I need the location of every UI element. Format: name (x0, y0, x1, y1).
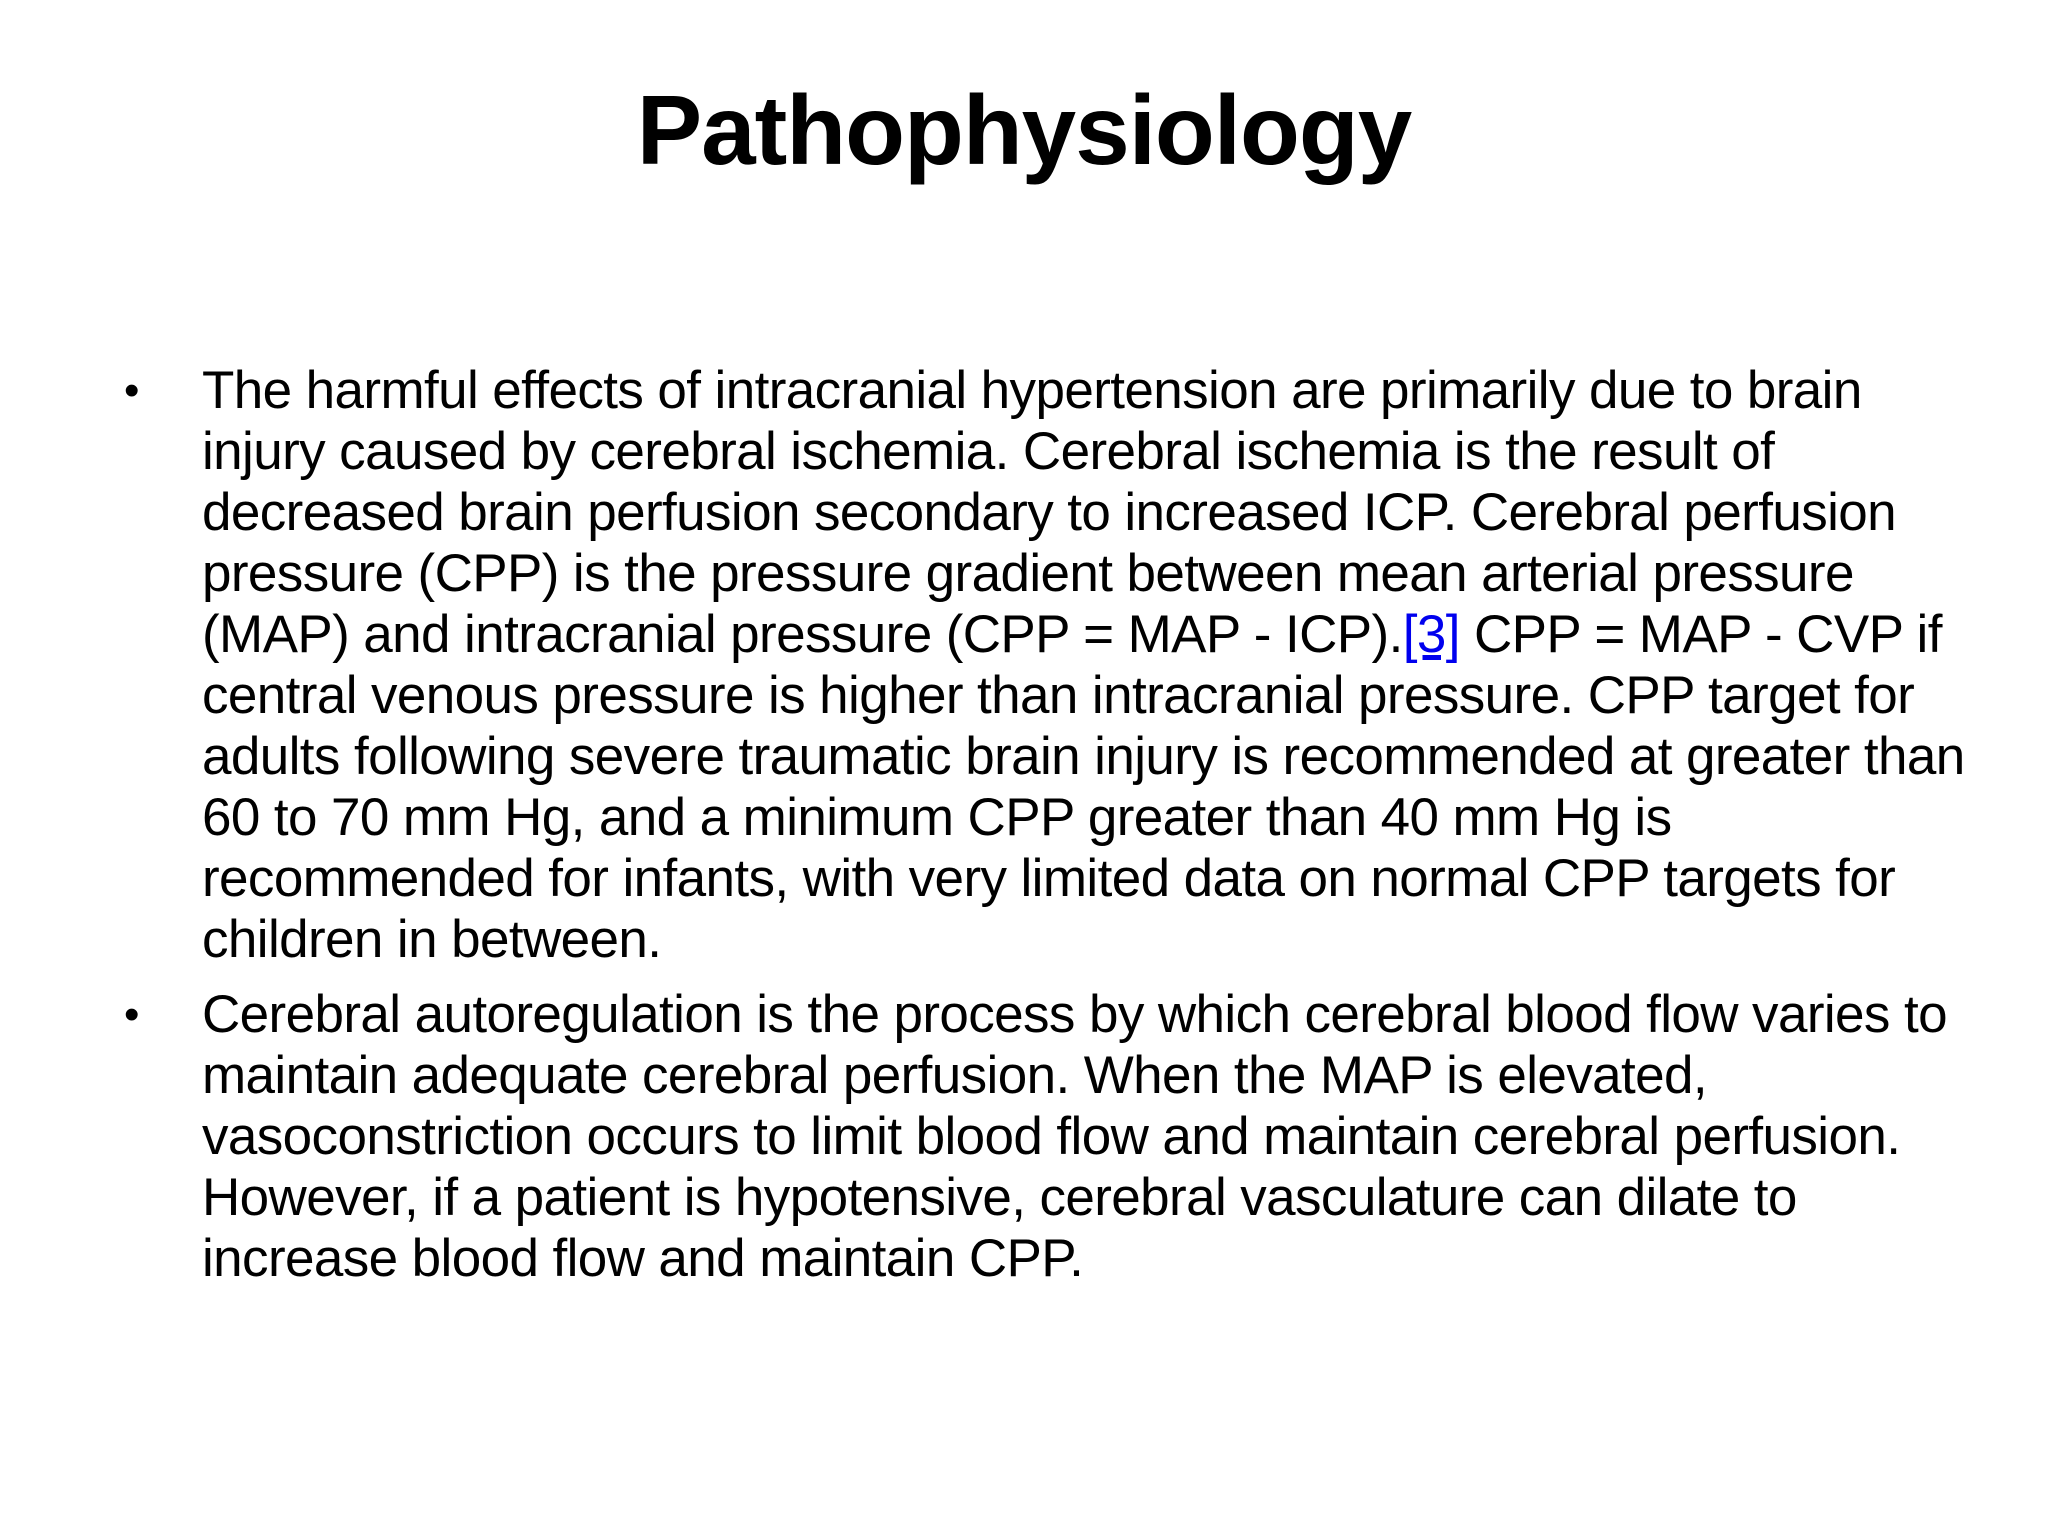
bullet-dot-icon: • (124, 990, 139, 1039)
slide-title: Pathophysiology (636, 75, 1412, 185)
bullet-dot-icon: • (124, 366, 139, 415)
reference-link-3[interactable]: [3] (1402, 605, 1460, 664)
bullet-item-pathophysiology (118, 360, 1978, 970)
bullet-text: Cerebral autoregulation is the process by which cerebral blood flow varies to maintain adequate cerebral perfusion. When the MAP is elevated, vasoconstriction occurs to limit blood flow and maintain cerebral perfusion. However, if a patient is hypotensive, cerebral vasculature can dilate to increase blood flow and maintain CPP. (202, 985, 1947, 1288)
bullet-item-autoregulation (118, 984, 1978, 1289)
bullet-text-part-1: The harmful effects of intracranial hypertension are primarily due to brain injury caused by cerebral ischemia. Cerebral ischemia is the result of decreased brain perfusion secondary to increased ICP. Cerebral perfusion pressure (CPP) is the pressure gradient between mean arterial pressure (MAP) and intracranial pressure (CPP = MAP - ICP). (202, 361, 1897, 664)
bullet-list (118, 360, 1978, 1303)
bullet-text-part-2: CPP = MAP - CVP if central venous pressure is higher than intracranial pressure. CPP target for adults following severe traumatic brain injury is recommended at greater than 60 to 70 mm Hg, and a minimum CPP greater than 40 mm Hg is recommended for infants, with very limited data on normal CPP targets for children in between. (202, 605, 1965, 969)
